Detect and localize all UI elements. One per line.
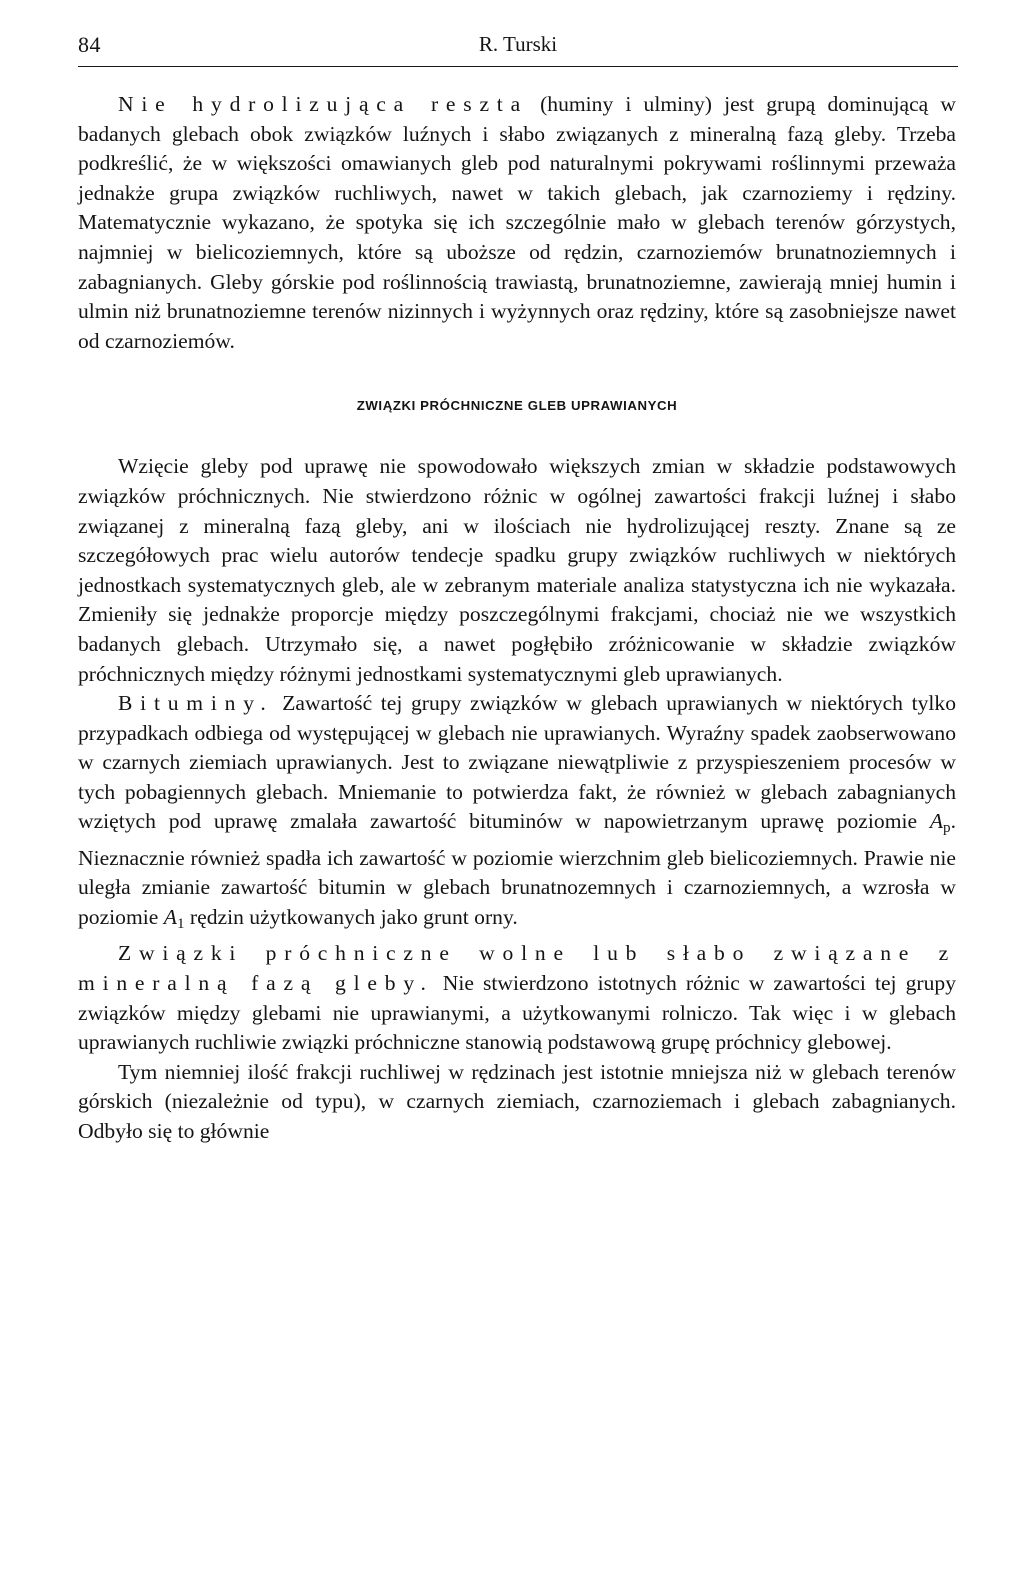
paragraph-text: Zawartość tej grupy związków w glebach uprawianych w niektórych tylko przypadkach odbiega od występującej w glebach nie uprawianych. Wyraźny spadek zaobserwowano w czarnych ziemiach uprawianych. Jest to związane niewątpliwie z przyspieszeniem procesów w tych pobagiennych glebach. Mniemanie to potwierdza fakt, że również w glebach zabagnianych wziętych pod uprawę zmalała zawartość bituminów w napowietrzanym uprawę poziomie xyxy=(78,691,956,834)
paragraph-text: rędzin użytkowanych jako grunt orny. xyxy=(184,905,518,930)
header-rule xyxy=(78,66,958,67)
page-number: 84 xyxy=(78,32,101,57)
paragraph-text: Nie stwierdzono istotnych różnic w zawartości tej grupy związków między glebami nie uprawianymi, a użytkowanymi rolniczo. Tak więc i w glebach uprawianych ruchliwie związki próchniczne stanowią podstawową grupę próchnicy glebowej. xyxy=(78,970,956,1055)
paragraph-nonhydrolyzing-residue xyxy=(78,90,956,356)
paragraph-free-compounds xyxy=(78,939,956,1057)
running-header xyxy=(78,30,958,64)
paragraph-text: (huminy i ulminy) jest grupą dominującą w badanych glebach obok związków luźnych i słabo związanych z mineralną fazą gleby. Trzeba podkreślić, że w większości omawianych gleb pod naturalnymi pokrywami roślinnymi przeważa jednakże grupa związków ruchliwych, nawet w takich glebach, jak czarnoziemy i rędziny. Matematycznie wykazano, że spotyka się ich szczególnie mało w glebach terenów górzystych, najmniej w bielicoziemnych, które są uboższe od rędzin, czarnoziemów brunatnoziemnych i zabagnianych. Gleby górskie pod roślinnością trawiastą, brunatnoziemne, zawierają mniej humin i ulmin niż brunatnoziemne terenów nizinnych i wyżynnych oraz rędziny, które są zasobniejsze nawet od czarnoziemów. xyxy=(78,92,956,353)
paragraph-text: . Nieznacznie również spadła ich zawartość w poziomie wierzchnim gleb bielicoziemnych. Prawie nie uległa zmianie zawartość bitumin w glebach brunatnozemnych i czarnoziemnych, a wzrosła w poziomie xyxy=(78,809,956,930)
paragraph-mobile-fraction: Tym niemniej ilość frakcji ruchliwej w rędzinach jest istotnie mniejsza niż w glebach terenów górskich (niezależnie od typu), w czarnych ziemiach, czarnoziemach i glebach zabagnianych. Odbyło się to głównie xyxy=(78,1059,956,1143)
paragraph-bitumens xyxy=(78,689,956,939)
paragraph-cultivated-soils: Wzięcie gleby pod uprawę nie spowodowało większych zmian w składzie podstawowych związków próchnicznych. Nie stwierdzono różnic w ogólnej zawartości frakcji luźnej i słabo związanej z mineralną fazą gleby, ani w ilościach nie hydrolizującej reszty. Znane są ze szczegółowych prac wielu autorów tendecje spadku grupy związków ruchliwych w niektórych jednostkach systematycznych gleb, ale w zebranym materiale analiza statystyczna ich nie wykazała. Zmieniły się jednakże proporcje między poszczególnymi frakcjami, chociaż nie we wszystkich badanych glebach. Utrzymało się, a nawet pogłębiło zróżnicowanie w składzie związków próchnicznych między różnymi jednostkami systematycznymi gleb uprawianych. xyxy=(78,454,956,686)
paragraph-lead-term: Związki próchniczne wolne lub słabo związane z mineralną fazą gleby. xyxy=(78,941,956,995)
horizon-symbol: $A_p$ xyxy=(929,809,951,837)
paragraph-lead-term: Nie hydrolizująca reszta xyxy=(118,92,528,116)
running-title-author: R. Turski xyxy=(478,32,558,56)
body-text xyxy=(78,90,956,1147)
paragraph-lead-term: Bituminy. xyxy=(118,691,274,716)
section-heading: ZWIĄZKI PRÓCHNICZNE GLEB UPRAWIANYCH xyxy=(356,398,678,414)
horizon-symbol: $A_1$ xyxy=(163,905,185,932)
